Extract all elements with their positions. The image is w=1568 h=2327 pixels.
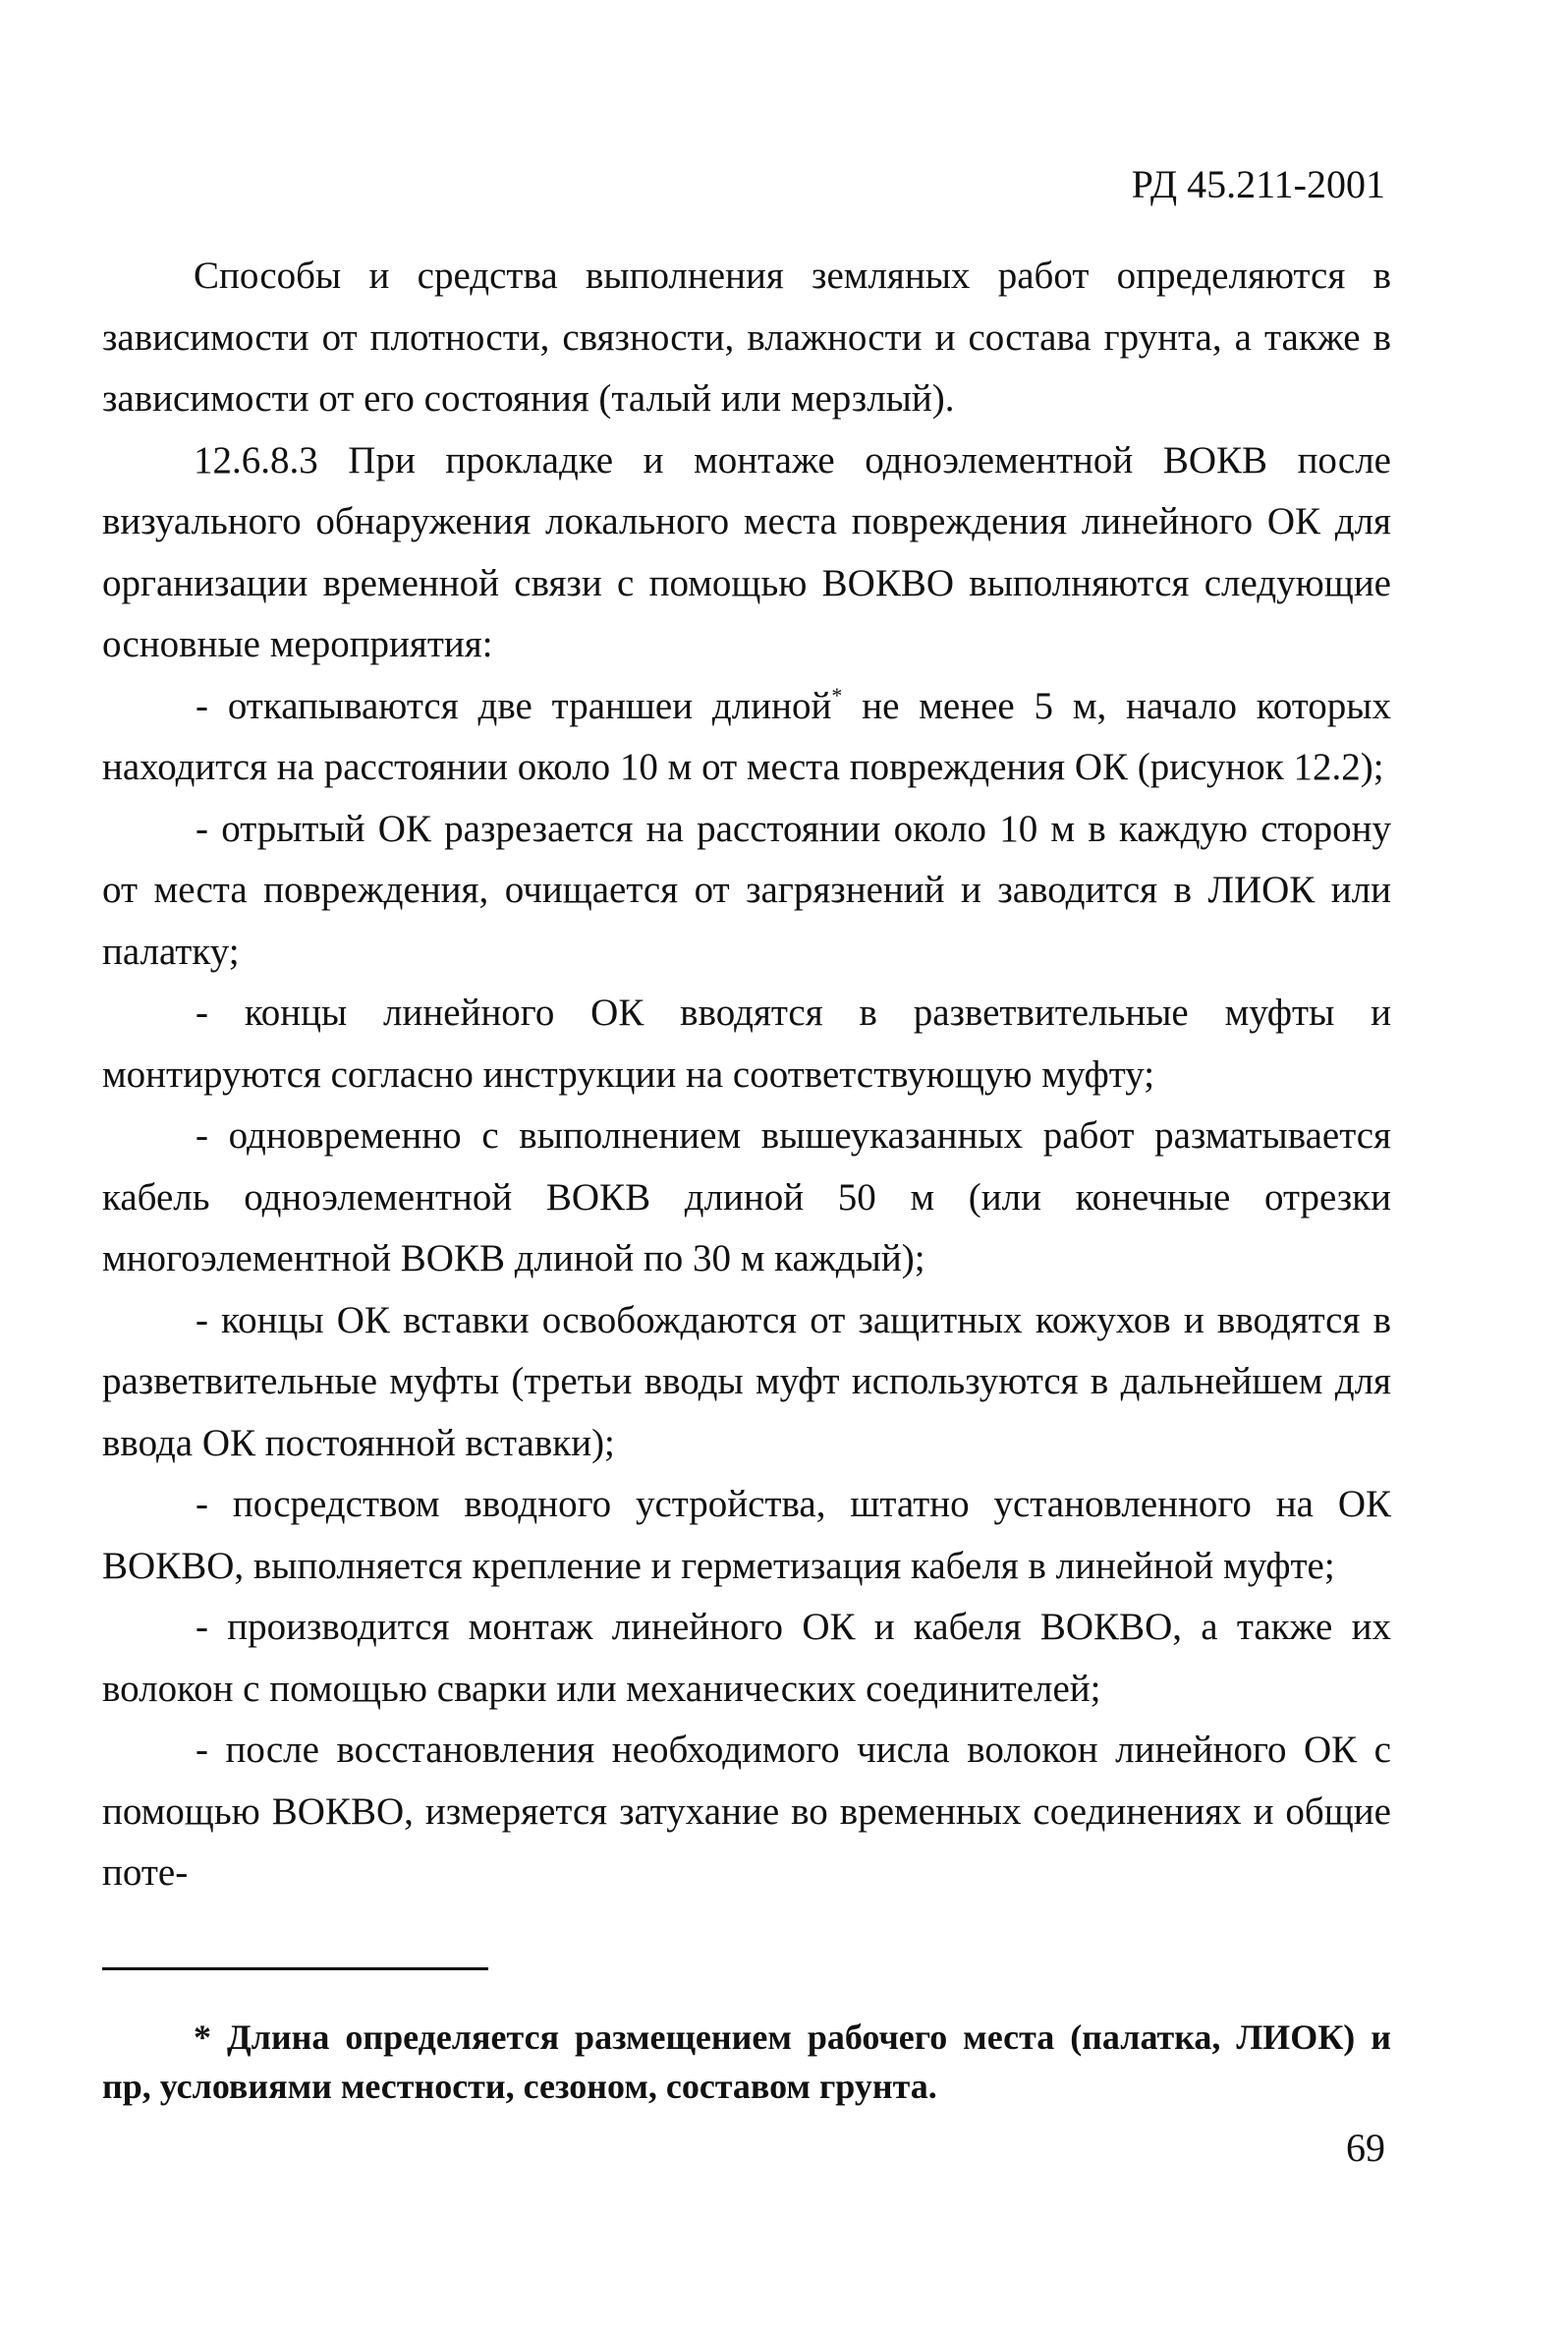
document-code: РД 45.211-2001 xyxy=(1131,162,1385,206)
body-text xyxy=(102,246,1391,1904)
footnote-divider xyxy=(102,1967,488,1970)
list-item-text: - откапываются две траншеи длиной xyxy=(196,684,832,727)
list-item-sealing: - посредством вводного устройства, штатно установленного на ОК ВОКВО, выполняется крепление и герметизация кабеля в линейной муфте; xyxy=(102,1483,1391,1587)
list-item-cable-cut: - отрытый ОК разрезается на расстоянии около 10 м в каждую сторону от места повреждения, очищается от загрязнений и заводится в ЛИОК или палатку; xyxy=(102,807,1391,973)
list-item-trenches xyxy=(102,676,1391,799)
list-item-unwinding: - одновременно с выполнением вышеуказанных работ разматывается кабель одноэлементной ВОКВ длиной 50 м (или конечные отрезки многоэлементной ВОКВ длиной по 30 м каждый); xyxy=(102,1114,1391,1279)
paragraph-earthworks: Способы и средства выполнения земляных работ определяются в зависимости от плотности, связности, влажности и состава грунта, а также в зависимости от его состояния (талый или мерзлый). xyxy=(102,255,1391,420)
footnote-mark: * xyxy=(831,682,843,708)
page-number: 69 xyxy=(1346,2126,1385,2170)
list-item-splicing: - производится монтаж линейного ОК и кабеля ВОКВО, а также их волокон с помощью сварки или механических соединителей; xyxy=(102,1606,1391,1710)
paragraph-section-12-6-8-3: 12.6.8.3 При прокладке и монтаже одноэлементной ВОКВ после визуального обнаружения локального места повреждения линейного ОК для организации временной связи с помощью ВОКВО выполняются следующие основные мероприятия: xyxy=(102,438,1391,665)
footnote: * Длина определяется размещением рабочего места (палатка, ЛИОК) и пр, условиями местности, сезоном, составом грунта. xyxy=(102,2017,1391,2106)
list-item-cable-ends: - концы линейного ОК вводятся в разветвительные муфты и монтируются согласно инструкции на соответствующую муфту; xyxy=(102,992,1391,1096)
list-item-text: не менее 5 м, начало которых находится на расстоянии около 10 м от места повреждения ОК (рисунок 12.2); xyxy=(102,684,1391,788)
list-item-insert-ends: - концы ОК вставки освобождаются от защитных кожухов и вводятся в разветвительные муфты (третьи вводы муфт используются в дальнейшем для ввода ОК постоянной вставки); xyxy=(102,1298,1391,1464)
list-item-measurement: - после восстановления необходимого числа волокон линейного ОК с помощью ВОКВО, измеряется затухание во временных соединениях и общие поте- xyxy=(102,1729,1391,1894)
